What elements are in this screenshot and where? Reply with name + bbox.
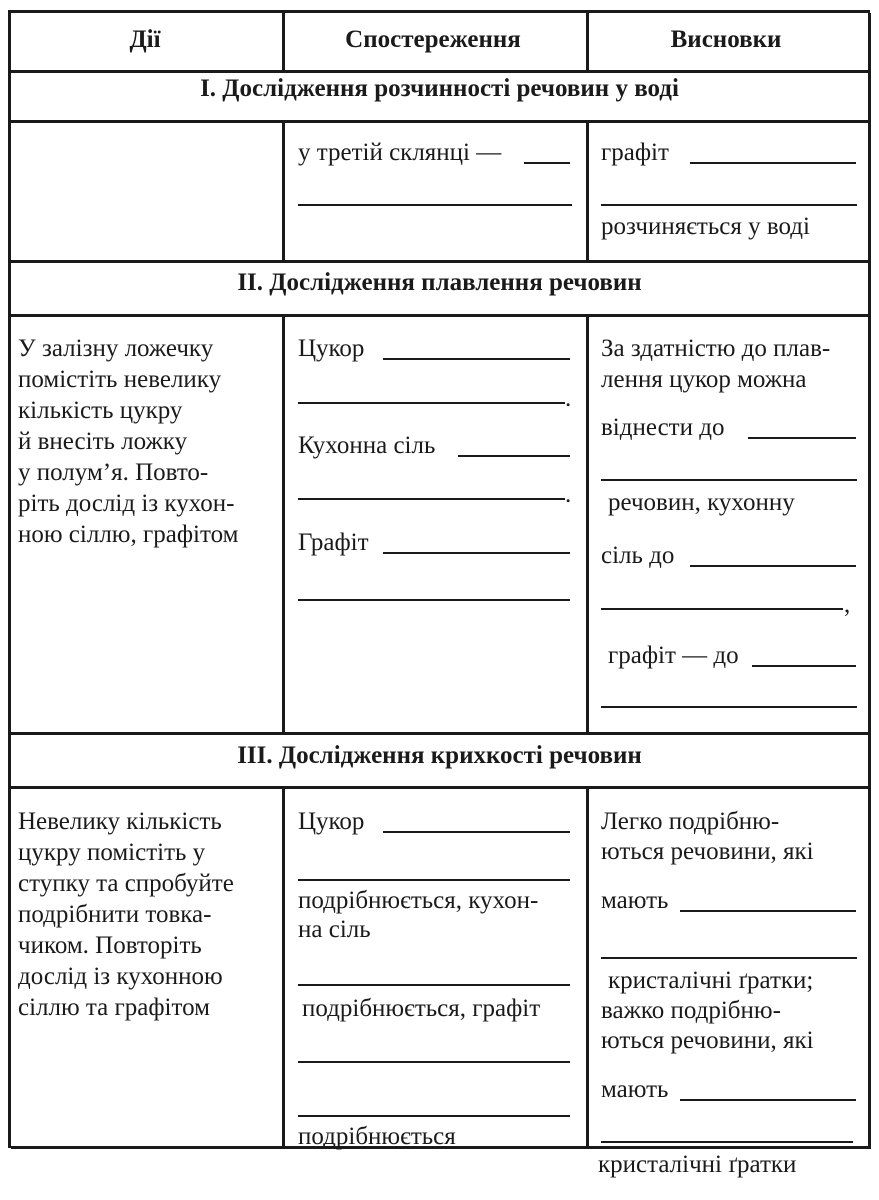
- actions-line: ною сіллю, графітом: [18, 521, 239, 548]
- answer-blank[interactable]: [601, 204, 857, 206]
- section3-concl-line2: ються речовини, які: [601, 838, 814, 865]
- section2-title: II. Дослідження плавлення речовин: [237, 269, 642, 296]
- section2-obs-sugar: Цукор: [298, 335, 365, 362]
- section3-concl-crystal2: кристалічні ґратки: [598, 1151, 797, 1178]
- section1-concl-dissolves: розчиняється у воді: [601, 213, 810, 240]
- actions-line: помістіть невелику: [18, 366, 222, 393]
- answer-blank[interactable]: [690, 162, 856, 164]
- section1-title: I. Дослідження розчинності речовин у воді: [200, 75, 679, 102]
- section3-concl-hard-line1: важко подрібню-: [601, 997, 781, 1024]
- section1-title-divider: [11, 120, 871, 123]
- section3-concl-line1: Легко подрібню-: [601, 808, 780, 835]
- answer-blank[interactable]: [383, 552, 570, 554]
- answer-blank[interactable]: [601, 479, 857, 481]
- section3-concl-have2: мають: [601, 1076, 669, 1103]
- period-mark: .: [565, 385, 572, 412]
- answer-blank[interactable]: [298, 204, 572, 206]
- col-divider-2: [586, 314, 589, 732]
- section3-concl-hard-line2: ються речовини, які: [601, 1027, 814, 1054]
- header-observations: Спостереження: [345, 26, 521, 53]
- answer-blank[interactable]: [298, 402, 565, 404]
- section3-obs-sugar: Цукор: [298, 808, 365, 835]
- table-border-right: [868, 13, 871, 1148]
- section2-obs-graphite: Графіт: [298, 529, 369, 556]
- actions-line: й внесіть ложку: [18, 428, 188, 455]
- section2-concl-substances: речовин, кухонну: [608, 489, 795, 516]
- header-actions: Дії: [129, 26, 161, 53]
- section2-concl-line1: За здатністю до плав-: [601, 335, 831, 362]
- answer-blank[interactable]: [690, 565, 856, 567]
- section3-obs-crushed-salt-1: подрібнюється, кухон-: [298, 887, 539, 914]
- answer-blank[interactable]: [298, 984, 570, 986]
- answer-blank[interactable]: [524, 162, 570, 164]
- answer-blank[interactable]: [601, 1141, 853, 1143]
- actions-line: ступку та спробуйте: [18, 870, 234, 897]
- section3-concl-crystal1: кристалічні ґратки;: [608, 967, 814, 994]
- section2-bottom-divider: [11, 732, 871, 735]
- period-mark: .: [565, 481, 572, 508]
- section3-title: III. Дослідження крихкості речовин: [237, 742, 642, 769]
- answer-blank[interactable]: [383, 358, 570, 360]
- section2-actions: [18, 333, 238, 550]
- answer-blank[interactable]: [298, 1061, 570, 1063]
- actions-line: цукру помістіть у: [18, 839, 206, 866]
- answer-blank[interactable]: [298, 498, 565, 500]
- section3-title-divider: [11, 786, 871, 789]
- section2-concl-salt-to: сіль до: [601, 542, 675, 569]
- col-divider-2: [586, 120, 589, 260]
- section2-concl-refer: віднести до: [601, 414, 725, 441]
- section2-concl-line2: лення цукор можна: [601, 366, 807, 393]
- section2-title-divider: [11, 314, 871, 317]
- section1-concl-graphite: графіт: [601, 139, 669, 166]
- answer-blank[interactable]: [680, 1099, 856, 1101]
- section3-obs-crushed-salt-2: на сіль: [298, 916, 371, 943]
- section3-actions: [18, 806, 234, 1023]
- answer-blank[interactable]: [383, 831, 570, 833]
- answer-blank[interactable]: [748, 437, 856, 439]
- section2-concl-graphite-to: графіт — до: [608, 642, 739, 669]
- actions-line: Невелику кількість: [18, 808, 222, 835]
- col-divider-1: [282, 786, 285, 1148]
- actions-line: кількість цукру: [18, 397, 183, 424]
- actions-line: чиком. Повторіть: [18, 932, 202, 959]
- section1-obs-line1: у третій склянці —: [298, 139, 502, 166]
- header-conclusions: Висновки: [670, 26, 782, 53]
- col-divider-1: [282, 314, 285, 732]
- answer-blank[interactable]: [601, 957, 857, 959]
- actions-line: У залізну ложечку: [18, 335, 214, 362]
- section3-obs-crushed-graphite: подрібнюється, графіт: [302, 995, 541, 1022]
- actions-line: дослід із кухонною: [18, 963, 223, 990]
- actions-line: сіллю та графітом: [18, 994, 210, 1021]
- section1-bottom-divider: [11, 260, 871, 263]
- actions-line: подрібнити товка-: [18, 901, 212, 928]
- comma-mark: ,: [844, 591, 851, 618]
- col-divider-2: [586, 786, 589, 1148]
- answer-blank[interactable]: [601, 608, 843, 610]
- answer-blank[interactable]: [752, 665, 856, 667]
- actions-line: у полум’я. Повто-: [18, 459, 209, 486]
- section3-concl-have1: мають: [601, 887, 669, 914]
- answer-blank[interactable]: [298, 1115, 570, 1117]
- section2-obs-salt: Кухонна сіль: [298, 432, 436, 459]
- answer-blank[interactable]: [458, 455, 570, 457]
- actions-line: ріть дослід із кухон-: [18, 490, 235, 517]
- answer-blank[interactable]: [601, 706, 857, 708]
- section3-obs-crushed: подрібнюється: [298, 1123, 456, 1150]
- answer-blank[interactable]: [680, 910, 856, 912]
- answer-blank[interactable]: [298, 879, 570, 881]
- answer-blank[interactable]: [298, 599, 570, 601]
- col-divider-1: [282, 120, 285, 260]
